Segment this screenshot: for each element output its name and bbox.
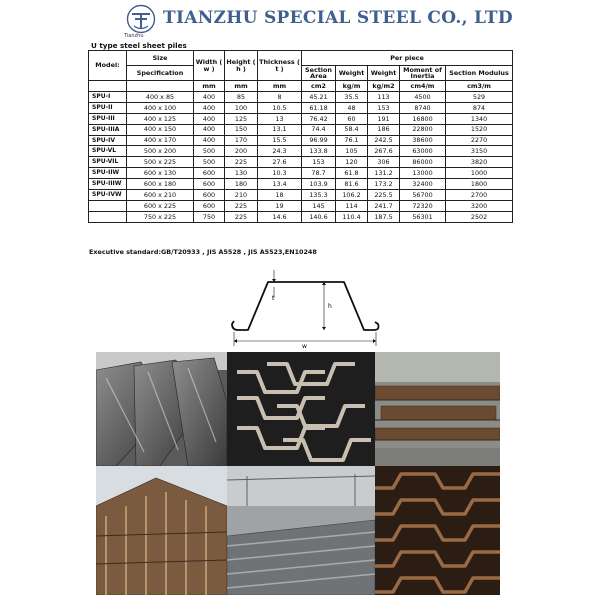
inertia-cell: 13000 xyxy=(400,168,446,179)
inertia-cell: 56700 xyxy=(400,190,446,201)
section-area-cell: 74.4 xyxy=(302,124,336,135)
model-cell: SPU-IVW xyxy=(89,190,127,201)
width-cell: 400 xyxy=(194,113,225,124)
table-row xyxy=(89,92,513,103)
height-cell: 225 xyxy=(225,200,258,211)
width-cell: 600 xyxy=(194,168,225,179)
company-name: TIANZHU SPECIAL STEEL CO., LTD xyxy=(163,8,513,28)
thickness-cell: 27.6 xyxy=(258,157,302,168)
unit-cell: mm xyxy=(225,81,258,92)
height-cell: 130 xyxy=(225,168,258,179)
weight-kgm2-cell: 187.5 xyxy=(368,211,400,222)
weight-kgm-cell: 60 xyxy=(336,113,368,124)
inertia-cell: 72320 xyxy=(400,200,446,211)
section-area-header: Section Area xyxy=(302,66,336,81)
inertia-cell: 86000 xyxy=(400,157,446,168)
width-cell: 600 xyxy=(194,190,225,201)
width-cell: 400 xyxy=(194,102,225,113)
height-cell: 200 xyxy=(225,146,258,157)
modulus-header: Section Modulus xyxy=(446,66,513,81)
weight-kgm-cell: 120 xyxy=(336,157,368,168)
table-row xyxy=(89,113,513,124)
width-cell: 400 xyxy=(194,124,225,135)
section-area-cell: 133.8 xyxy=(302,146,336,157)
width-cell: 600 xyxy=(194,200,225,211)
weight-kgm2-cell: 113 xyxy=(368,92,400,103)
weight-kgm2-cell: 153 xyxy=(368,102,400,113)
weight-kgm-cell: 114 xyxy=(336,200,368,211)
photo-piles-warehouse xyxy=(375,352,500,466)
photo-piles-closeup-rust xyxy=(375,466,500,595)
table-row xyxy=(89,157,513,168)
executive-standard: Executive standard:GB/T20933 , JIS A5528 , JIS A5523,EN10248 xyxy=(89,248,317,256)
specification-header: Specification xyxy=(127,66,194,81)
height-cell: 170 xyxy=(225,135,258,146)
specification-cell: 600 x 130 xyxy=(127,168,194,179)
thickness-cell: 10.3 xyxy=(258,168,302,179)
weight-kgm2-cell: 191 xyxy=(368,113,400,124)
specification-cell: 400 x 125 xyxy=(127,113,194,124)
thickness-cell: 13 xyxy=(258,113,302,124)
inertia-cell: 32400 xyxy=(400,179,446,190)
logo-caption: Tianzhu xyxy=(124,33,144,39)
specification-cell: 400 x 150 xyxy=(127,124,194,135)
model-cell xyxy=(89,211,127,222)
weight-kgm-cell: 61.8 xyxy=(336,168,368,179)
unit-cell xyxy=(127,81,194,92)
spec-table-body xyxy=(89,92,513,223)
model-header: Model: xyxy=(89,51,127,81)
height-cell: 180 xyxy=(225,179,258,190)
inertia-header: Moment of Inertia xyxy=(400,66,446,81)
thickness-cell: 19 xyxy=(258,200,302,211)
section-area-cell: 45.21 xyxy=(302,92,336,103)
modulus-cell: 1800 xyxy=(446,179,513,190)
modulus-cell: 1340 xyxy=(446,113,513,124)
width-header: Width ( w ) xyxy=(194,51,225,81)
thickness-header: Thickness ( t ) xyxy=(258,51,302,81)
section-area-cell: 61.18 xyxy=(302,102,336,113)
thickness-cell: 24.3 xyxy=(258,146,302,157)
inertia-cell: 8740 xyxy=(400,102,446,113)
thickness-label: t xyxy=(272,295,275,302)
model-cell: SPU-VL xyxy=(89,146,127,157)
thickness-cell: 10.5 xyxy=(258,102,302,113)
section-area-cell: 76.42 xyxy=(302,113,336,124)
modulus-cell: 3200 xyxy=(446,200,513,211)
section-title: U type steel sheet piles xyxy=(91,41,187,50)
model-cell: SPU-I xyxy=(89,92,127,103)
section-area-cell: 153 xyxy=(302,157,336,168)
inertia-cell: 56301 xyxy=(400,211,446,222)
height-cell: 225 xyxy=(225,211,258,222)
model-cell: SPU-VIL xyxy=(89,157,127,168)
unit-cell xyxy=(89,81,127,92)
photo-piles-yard-crane xyxy=(227,466,375,595)
specification-cell: 750 x 225 xyxy=(127,211,194,222)
thickness-cell: 13.1 xyxy=(258,124,302,135)
specification-cell: 400 x 170 xyxy=(127,135,194,146)
specification-cell: 600 x 210 xyxy=(127,190,194,201)
specification-cell: 400 x 85 xyxy=(127,92,194,103)
unit-cell: mm xyxy=(258,81,302,92)
specification-cell: 600 x 225 xyxy=(127,200,194,211)
height-cell: 150 xyxy=(225,124,258,135)
photo-piles-closeup-ends xyxy=(227,352,375,466)
weight-kgm2-cell: 186 xyxy=(368,124,400,135)
per-piece-header: Per piece xyxy=(302,51,513,66)
weight-header: Weight xyxy=(336,66,368,81)
model-cell: SPU-IIW xyxy=(89,168,127,179)
table-row xyxy=(89,168,513,179)
thickness-cell: 14.6 xyxy=(258,211,302,222)
model-cell: SPU-III xyxy=(89,113,127,124)
width-cell: 400 xyxy=(194,135,225,146)
model-cell: SPU-IIIA xyxy=(89,124,127,135)
unit-cell: cm2 xyxy=(302,81,336,92)
tianzhu-logo-icon xyxy=(126,4,156,34)
specification-cell: 400 x 100 xyxy=(127,102,194,113)
table-row xyxy=(89,190,513,201)
specification-cell: 500 x 200 xyxy=(127,146,194,157)
weight-kgm-cell: 35.5 xyxy=(336,92,368,103)
weight-kgm2-cell: 173.2 xyxy=(368,179,400,190)
section-area-cell: 78.7 xyxy=(302,168,336,179)
weight-kgm-cell: 76.1 xyxy=(336,135,368,146)
modulus-cell: 2700 xyxy=(446,190,513,201)
model-cell: SPU-II xyxy=(89,102,127,113)
height-cell: 85 xyxy=(225,92,258,103)
modulus-cell: 3150 xyxy=(446,146,513,157)
modulus-cell: 2502 xyxy=(446,211,513,222)
weight-kgm-cell: 110.4 xyxy=(336,211,368,222)
section-area-cell: 135.3 xyxy=(302,190,336,201)
modulus-cell: 874 xyxy=(446,102,513,113)
model-cell: SPU-IIIW xyxy=(89,179,127,190)
height-cell: 100 xyxy=(225,102,258,113)
table-row xyxy=(89,200,513,211)
section-area-cell: 103.9 xyxy=(302,179,336,190)
photo-grid xyxy=(96,352,500,595)
weight-kgm2-cell: 241.7 xyxy=(368,200,400,211)
inertia-cell: 4500 xyxy=(400,92,446,103)
unit-cell: cm3/m xyxy=(446,81,513,92)
height-header: Height ( h ) xyxy=(225,51,258,81)
table-row xyxy=(89,179,513,190)
table-row xyxy=(89,146,513,157)
thickness-cell: 13.4 xyxy=(258,179,302,190)
page-header xyxy=(118,4,513,39)
spec-table xyxy=(88,50,513,223)
thickness-cell: 15.5 xyxy=(258,135,302,146)
weight-kgm2-cell: 225.5 xyxy=(368,190,400,201)
table-row xyxy=(89,211,513,222)
specification-cell: 500 x 225 xyxy=(127,157,194,168)
table-row xyxy=(89,135,513,146)
height-cell: 125 xyxy=(225,113,258,124)
width-cell: 500 xyxy=(194,157,225,168)
weight-kgm-cell: 105 xyxy=(336,146,368,157)
weight-kgm2-cell: 131.2 xyxy=(368,168,400,179)
weight-kgm-cell: 81.6 xyxy=(336,179,368,190)
weight-kgm2-cell: 306 xyxy=(368,157,400,168)
unit-cell: mm xyxy=(194,81,225,92)
height-cell: 210 xyxy=(225,190,258,201)
modulus-cell: 1520 xyxy=(446,124,513,135)
modulus-cell: 3820 xyxy=(446,157,513,168)
modulus-cell: 2270 xyxy=(446,135,513,146)
weight-kgm-cell: 48 xyxy=(336,102,368,113)
table-row xyxy=(89,124,513,135)
size-header: Size xyxy=(127,51,194,66)
modulus-cell: 529 xyxy=(446,92,513,103)
weight-kgm2-cell: 267.6 xyxy=(368,146,400,157)
unit-cell: kg/m xyxy=(336,81,368,92)
inertia-cell: 16800 xyxy=(400,113,446,124)
width-cell: 600 xyxy=(194,179,225,190)
section-area-cell: 145 xyxy=(302,200,336,211)
modulus-cell: 1000 xyxy=(446,168,513,179)
inertia-cell: 22800 xyxy=(400,124,446,135)
unit-cell: cm4/m xyxy=(400,81,446,92)
thickness-cell: 18 xyxy=(258,190,302,201)
u-pile-profile-diagram xyxy=(220,268,390,352)
inertia-cell: 38600 xyxy=(400,135,446,146)
photo-stacked-piles-side xyxy=(96,352,227,466)
weight-header: Weight xyxy=(368,66,400,81)
unit-cell: kg/m2 xyxy=(368,81,400,92)
height-cell: 225 xyxy=(225,157,258,168)
inertia-cell: 63000 xyxy=(400,146,446,157)
thickness-cell: 8 xyxy=(258,92,302,103)
width-cell: 750 xyxy=(194,211,225,222)
section-area-cell: 96.99 xyxy=(302,135,336,146)
weight-kgm-cell: 106.2 xyxy=(336,190,368,201)
model-cell: SPU-IV xyxy=(89,135,127,146)
width-cell: 500 xyxy=(194,146,225,157)
weight-kgm-cell: 58.4 xyxy=(336,124,368,135)
height-label: h xyxy=(328,303,332,310)
weight-kgm2-cell: 242.5 xyxy=(368,135,400,146)
model-cell xyxy=(89,200,127,211)
table-row xyxy=(89,102,513,113)
specification-cell: 600 x 180 xyxy=(127,179,194,190)
photo-piles-stacked-outdoor xyxy=(96,466,227,595)
section-area-cell: 140.6 xyxy=(302,211,336,222)
width-cell: 400 xyxy=(194,92,225,103)
width-label: w xyxy=(302,343,307,350)
